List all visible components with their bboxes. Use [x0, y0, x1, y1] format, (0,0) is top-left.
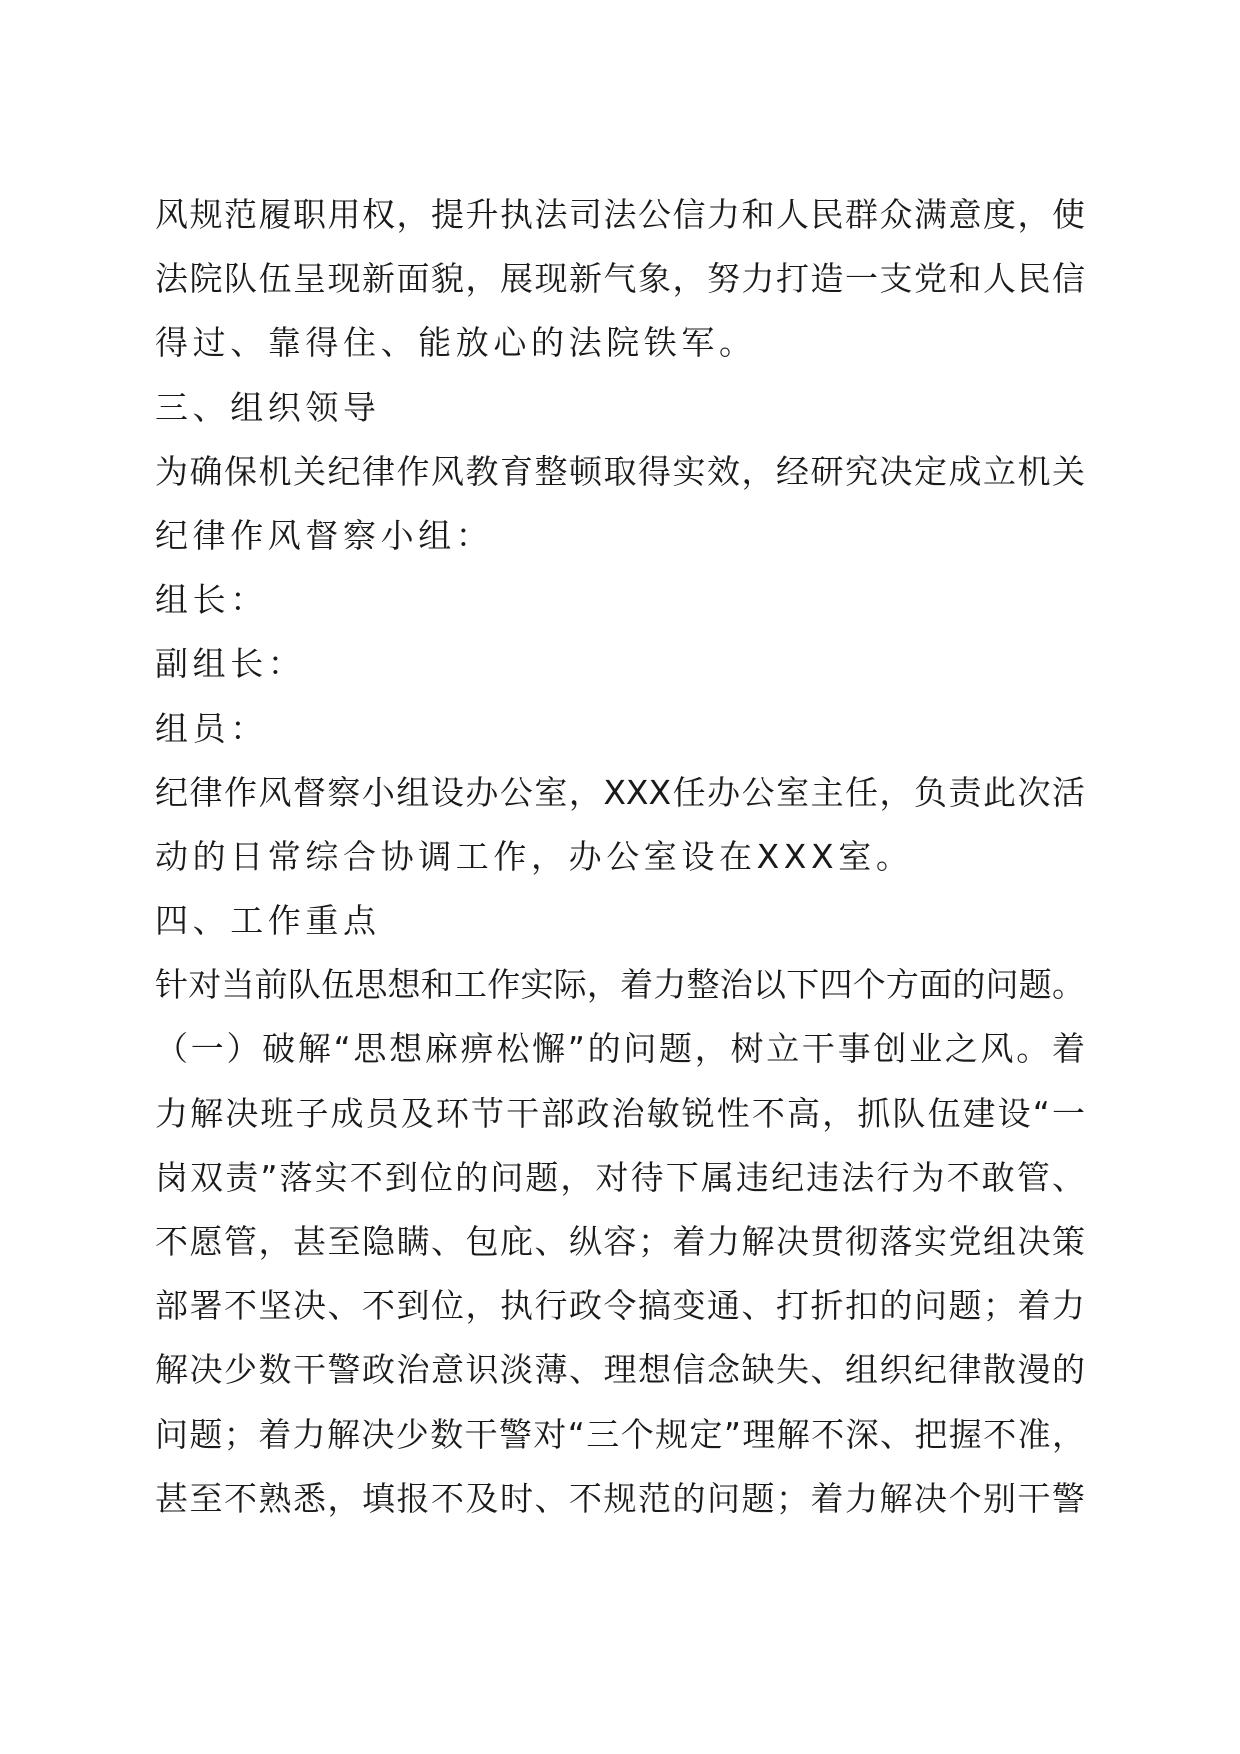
paragraph-line: 岗双责”落实不到位的问题，对待下属违纪违法行为不敢管、 — [155, 1157, 1085, 1197]
section-heading: 三、组织领导 — [155, 387, 381, 427]
paragraph-line: 动的日常综合协调工作，办公室设在XXX室。 — [155, 836, 914, 876]
paragraph-line: 纪律作风督察小组： — [155, 515, 494, 555]
paragraph-line: 纪律作风督察小组设办公室，XXX任办公室主任，负责此次活 — [155, 772, 1085, 812]
paragraph-line: 风规范履职用权，提升执法司法公信力和人民群众满意度，使 — [155, 195, 1085, 234]
paragraph-line: 甚至不熟悉，填报不及时、不规范的问题；着力解决个别干警 — [155, 1478, 1085, 1518]
role-label-leader: 组长： — [155, 580, 268, 620]
paragraph-line: 不愿管，甚至隐瞒、包庇、纵容；着力解决贯彻落实党组决策 — [155, 1222, 1085, 1261]
paragraph-line: 法院队伍呈现新面貌，展现新气象，努力打造一支党和人民信 — [155, 259, 1085, 299]
paragraph-line: 得过、靠得住、能放心的法院铁军。 — [155, 323, 757, 363]
paragraph-line: 力解决班子成员及环节干部政治敏锐性不高，抓队伍建设“一 — [155, 1093, 1085, 1133]
paragraph-line: 问题；着力解决少数干警对“三个规定”理解不深、把握不准， — [155, 1414, 1085, 1454]
paragraph-line: （一）破解“思想麻痹松懈”的问题，树立干事创业之风。着 — [155, 1029, 1085, 1069]
paragraph-line: 为确保机关纪律作风教育整顿取得实效，经研究决定成立机关 — [155, 451, 1085, 491]
role-label-deputy-leader: 副组长： — [155, 644, 306, 684]
paragraph-line: 解决少数干警政治意识淡薄、理想信念缺失、组织纪律散漫的 — [155, 1350, 1085, 1390]
section-heading: 四、工作重点 — [155, 901, 381, 941]
document-body — [155, 183, 1085, 1531]
paragraph-line: 针对当前队伍思想和工作实际，着力整治以下四个方面的问题。 — [155, 965, 1085, 1005]
paragraph-line: 部署不坚决、不到位，执行政令搞变通、打折扣的问题；着力 — [155, 1286, 1085, 1326]
role-label-member: 组员： — [155, 708, 268, 748]
